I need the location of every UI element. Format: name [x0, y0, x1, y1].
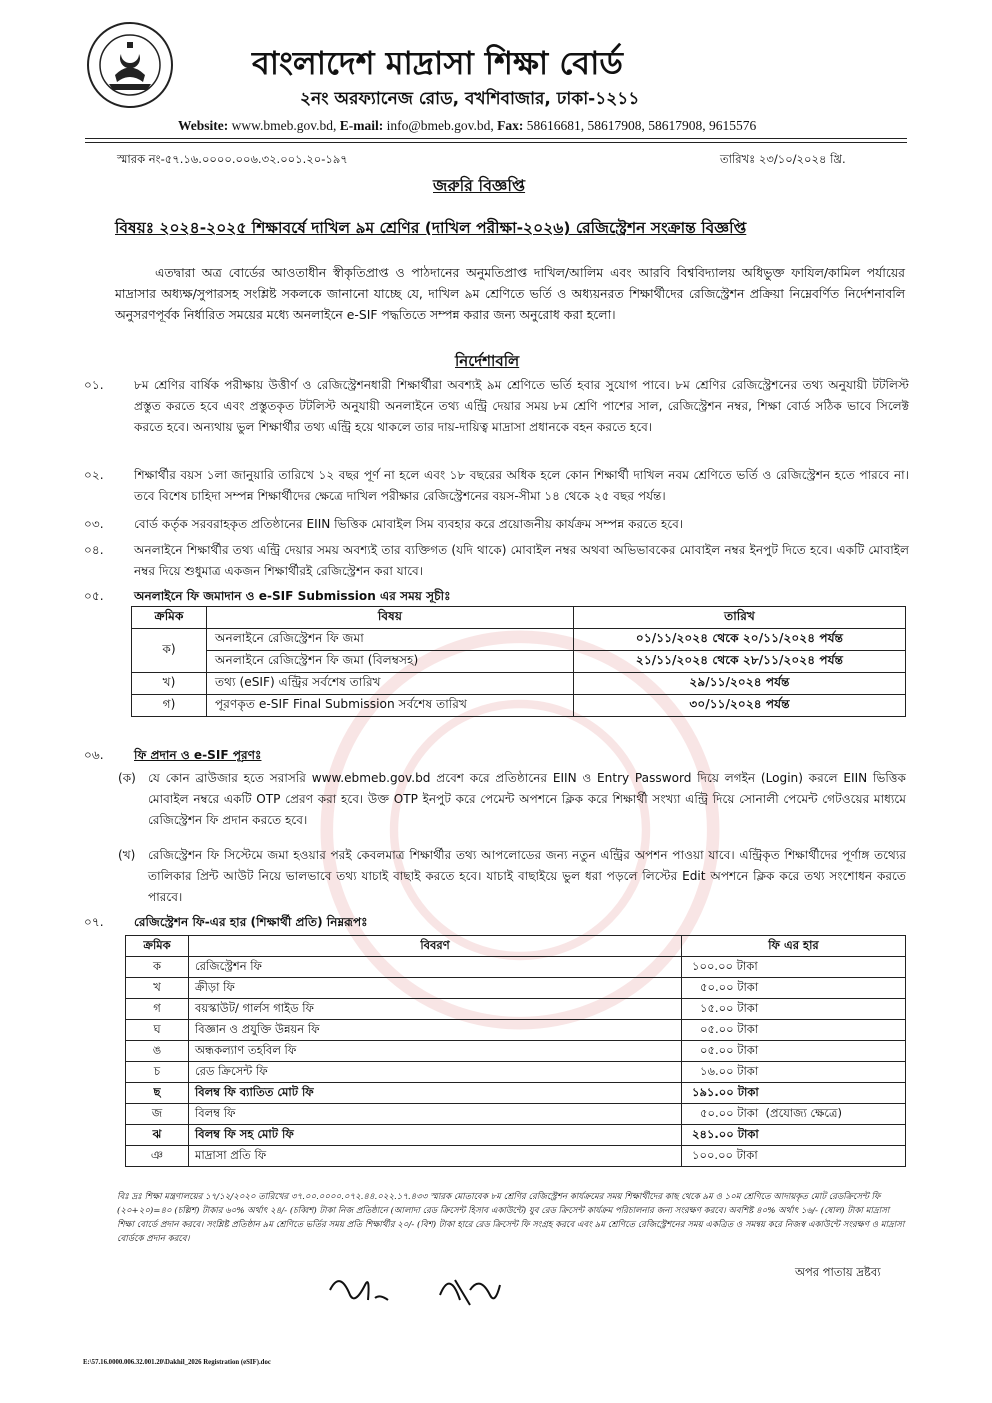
table-header-row [132, 607, 906, 629]
fee-amount: ১৫.০০ টাকা [700, 1000, 759, 1015]
instructions-heading: নির্দেশাবলি [455, 352, 520, 370]
fee-amount-cell [682, 978, 906, 999]
row-date: ২১/১১/২০২৪ থেকে ২৮/১১/২০২৪ পর্যন্ত [574, 651, 906, 673]
fee-serial: ঞ [126, 1146, 189, 1167]
fee-amount: ১০০.০০ টাকা [692, 958, 758, 973]
fax-numbers: 58616681, 58617908, 58617908, 9615576 [526, 118, 757, 133]
fee-amount: ১৯১.০০ টাকা [692, 1084, 759, 1099]
fee-amount: ৫০.০০ টাকা [700, 1105, 759, 1120]
item-number: ০১. [84, 378, 104, 392]
table-row [126, 957, 906, 978]
item-number: ০৩. [84, 517, 104, 531]
fee-amount-cell [682, 1041, 906, 1062]
fee-desc: মাদ্রাসা প্রতি ফি [189, 1146, 682, 1167]
fee-desc: রেড ক্রিসেন্ট ফি [189, 1062, 682, 1083]
urgent-notice-heading: জরুরি বিজ্ঞপ্তি [433, 176, 526, 195]
fee-step-a [118, 768, 906, 831]
fee-amount: ১৬.০০ টাকা [700, 1063, 759, 1078]
instruction-item-1 [84, 375, 909, 438]
header-rule-2 [85, 142, 907, 143]
col-date: তারিখ [574, 607, 906, 629]
fee-amount: ০৫.০০ টাকা [700, 1021, 759, 1036]
table-row [132, 651, 906, 673]
fee-serial: চ [126, 1062, 189, 1083]
item-number: ০৬. [84, 748, 104, 762]
step-label: (ক) [118, 771, 136, 785]
row-date: ২৯/১১/২০২৪ পর্যন্ত [574, 673, 906, 695]
memo-number: স্মারক নং-৫৭.১৬.০০০০.০০৬.৩২.০০১.২০-১৯৭ [117, 152, 348, 166]
row-serial: খ) [132, 673, 207, 695]
item-text: ৮ম শ্রেণির বার্ষিক পরীক্ষায় উত্তীর্ণ ও রেজিস্ট্রেশনধারী শিক্ষার্থীরা অবশ্যই ৯ম শ্রেণিতে ভর্তি হবার সুযোগ পাবে। ৮ম শ্রেণির রেজিস্ট্রেশনের তথ্য অনুযায়ী টটলিস্ট প্রস্তুত করতে হবে এবং প্রস্তুতকৃত টটলিস্ট অনুযায়ী অনলাইনে তথ্য এন্ট্রি দেয়ার সময় ৮ম শ্রেণি পাশের সাল, রেজিস্ট্রেশন নম্বর, শিক্ষা বোর্ড সঠিক ভাবে সিলেক্ট করতে হবে। অন্যথায় ভুল শিক্ষার্থীর তথ্য এন্ট্রি হয়ে থাকলে তার দায়-দায়িত্ব মাদ্রাসা প্রধানকে বহন করতে হবে। [134, 378, 909, 434]
table-row [126, 1146, 906, 1167]
fee-desc: বিজ্ঞান ও প্রযুক্তি উন্নয়ন ফি [189, 1020, 682, 1041]
fee-serial: ছ [126, 1083, 189, 1104]
notice-date: তারিখঃ ২৩/১০/২০২৪ খ্রি. [720, 152, 846, 166]
item-text: শিক্ষার্থীর বয়স ১লা জানুয়ারি তারিখে ১২ বছর পূর্ণ না হলে এবং ১৮ বছরের অধিক হলে কোন শিক্ষার্থী দাখিল নবম শ্রেণিতে ভর্তি ও রেজিস্ট্রেশন হতে পারবে না। তবে বিশেষ চাহিদা সম্পন্ন শিক্ষার্থীদের ক্ষেত্রে দাখিল পরীক্ষার রেজিস্ট্রেশনের বয়স-সীমা ১৪ থেকে ২৫ বছর পর্যন্ত। [134, 468, 909, 503]
row-subject: অনলাইনে রেজিস্ট্রেশন ফি জমা [207, 629, 574, 651]
contact-line [178, 118, 756, 134]
fee-desc: বিলম্ব ফি সহ মোট ফি [189, 1125, 682, 1146]
fee-serial: ঘ [126, 1020, 189, 1041]
fee-amount-cell [682, 1020, 906, 1041]
item-text: অনলাইনে ফি জমাদান ও e-SIF Submission এর সময় সূচীঃ [134, 589, 451, 603]
board-title: বাংলাদেশ মাদ্রাসা শিক্ষা বোর্ড [252, 44, 623, 82]
instruction-item-7 [84, 912, 909, 933]
row-subject: তথ্য (eSIF) এন্ট্রির সর্বশেষ তারিখ [207, 673, 574, 695]
table-row [132, 695, 906, 717]
fee-amount-cell [682, 1083, 906, 1104]
footnote: বিঃ দ্রঃ শিক্ষা মন্ত্রণালয়ের ১৭/১২/২০২০ তারিখের ৩৭.০০.০০০০.০৭২.৪৪.০২২.১৭.৪৩৩ স্মারক মোতাবেক ৮ম শ্রেণির রেজিস্ট্রেশন কার্যক্রমের সময় শিক্ষার্থীদের কাছ থেকে ৯ম ও ১০ম শ্রেণিতে আদায়কৃত মোট রেডক্রিসেন্ট ফি (২০+২০)=৪০ (চল্লিশ) টাকার ৬০% অর্থাৎ ২৪/- (চব্বিশ) টাকা নিজ প্রতিষ্ঠানে (আলাদা রেড ক্রিসেন্ট হিসাব একাউন্টে) যুব রেড ক্রিসেন্ট কার্যক্রম পরিচালনার জন্য সংরক্ষণ করবে। অবশিষ্ট ৪০% অর্থাৎ ১৬/- (ষোল) টাকা মাদ্রাসা শিক্ষা বোর্ডে প্রদান করবে। সংশ্লিষ্ট প্রতিষ্ঠান ৯ম শ্রেণিতে ভর্তির সময় প্রতি শিক্ষার্থীর ২০/- (বিশ) টাকা হারে রেড ক্রিসেন্ট ফি সংগ্রহ করবে এবং ৯ম শ্রেণিতে রেজিস্ট্রেশনের সময় একত্রিত ও সমন্বয় করে নিজস্ব একাউন্টে সংরক্ষণ ও মাদ্রাসা বোর্ডকে প্রদান করবে। [117, 1192, 905, 1244]
col-subject: বিষয় [207, 607, 574, 629]
item-number: ০৭. [84, 915, 104, 929]
fee-serial: ক [126, 957, 189, 978]
schedule-table [131, 606, 906, 717]
table-row [126, 1125, 906, 1146]
fee-amount: ২৪১.০০ টাকা [692, 1126, 759, 1141]
instruction-item-6 [84, 745, 909, 766]
fee-serial: জ [126, 1104, 189, 1125]
fee-amount-cell [682, 1062, 906, 1083]
item-text: ফি প্রদান ও e-SIF পূরণঃ [134, 748, 262, 762]
fee-serial: খ [126, 978, 189, 999]
board-address: ২নং অরফ্যানেজ রোড, বখশিবাজার, ঢাকা-১২১১ [300, 89, 640, 109]
row-subject: অনলাইনে রেজিস্ট্রেশন ফি জমা (বিলম্বসহ) [207, 651, 574, 673]
fee-desc: অন্ধকল্যাণ তহবিল ফি [189, 1041, 682, 1062]
fee-serial: ঙ [126, 1041, 189, 1062]
fax-label: Fax: [497, 118, 524, 133]
item-number: ০৫. [84, 589, 104, 603]
col-description: বিবরণ [189, 936, 682, 957]
item-text: বোর্ড কর্তৃক সরবরাহকৃত প্রতিষ্ঠানের EIIN ভিত্তিক মোবাইল সিম ব্যবহার করে প্রয়োজনীয় কার্যক্রম সম্পন্ন করতে হবে। [134, 517, 684, 531]
fee-desc: বয়স্কাউট/ গার্লস গাইড ফি [189, 999, 682, 1020]
email-label: E-mail: [339, 118, 384, 133]
table-row [126, 1020, 906, 1041]
row-serial: গ) [132, 695, 207, 717]
continued-note: অপর পাতায় দ্রষ্টব্য [795, 1265, 881, 1279]
fee-step-b [118, 845, 906, 908]
item-number: ০৪. [84, 543, 104, 557]
table-row [126, 1104, 906, 1125]
fee-serial: গ [126, 999, 189, 1020]
fee-serial: ঝ [126, 1125, 189, 1146]
fee-desc: রেজিস্ট্রেশন ফি [189, 957, 682, 978]
fee-amount: ০৫.০০ টাকা [700, 1042, 759, 1057]
fee-table [125, 935, 906, 1167]
fee-desc: বিলম্ব ফি ব্যাতিত মোট ফি [189, 1083, 682, 1104]
header-rule [85, 138, 907, 139]
fee-amount-cell [682, 1146, 906, 1167]
col-amount: ফি এর হার [682, 936, 906, 957]
fee-amount: ১০০.০০ টাকা [692, 1147, 758, 1162]
col-serial: ক্রমিক [126, 936, 189, 957]
file-path: E:\57.16.0000.006.32.001.20\Dakhil_2026 Registration (eSIF).doc [83, 1359, 271, 1366]
table-row [126, 999, 906, 1020]
signatures [320, 1260, 570, 1320]
fee-amount: ৫০.০০ টাকা [700, 979, 759, 994]
row-date: ৩০/১১/২০২৪ পর্যন্ত [574, 695, 906, 717]
website-link[interactable]: www.bmeb.gov.bd, [231, 118, 337, 133]
instruction-item-3 [84, 514, 909, 535]
table-row [132, 629, 906, 651]
instruction-item-4 [84, 540, 909, 582]
item-number: ০২. [84, 468, 104, 482]
item-text: রেজিস্ট্রেশন ফি-এর হার (শিক্ষার্থী প্রতি) নিম্নরূপঃ [134, 915, 368, 929]
step-text: রেজিস্ট্রেশন ফি সিস্টেমে জমা হওয়ার পরই কেবলমাত্র শিক্ষার্থীর তথ্য আপলোডের জন্য নতুন এন্ট্রির অপশন পাওয়া যাবে। এন্ট্রিকৃত শিক্ষার্থীদের পূর্ণাঙ্গ তথ্যের তালিকার প্রিন্ট আউট নিয়ে ভালভাবে তথ্য যাচাই বাছাই করতে হবে। যাচাই বাছাইয়ে ভুল ধরা পড়লে লিস্টের Edit অপশনে ক্লিক করে তথ্য সংশোধন করতে পারবে। [148, 848, 906, 904]
table-row [132, 673, 906, 695]
step-text: যে কোন ব্রাউজার হতে সরাসরি www.ebmeb.gov.bd প্রবেশ করে প্রতিষ্ঠানের EIIN ও Entry Password দিয়ে লগইন (Login) করলে EIIN ভিত্তিক মোবাইল নম্বরে একটি OTP প্রেরণ করা হবে। উক্ত OTP ইনপুট করে পেমেন্ট অপশনে ক্লিক করে শিক্ষার্থী সংখ্যা এন্ট্রি দিয়ে সোনালী পেমেন্ট গেটওয়ের মাধ্যমে রেজিস্ট্রেশন ফি প্রদান করতে হবে। [148, 771, 906, 827]
fee-amount-cell [682, 999, 906, 1020]
fee-desc: বিলম্ব ফি [189, 1104, 682, 1125]
fee-note: (প্রযোজ্য ক্ষেত্রে) [765, 1105, 842, 1120]
table-row [126, 978, 906, 999]
item-text: অনলাইনে শিক্ষার্থীর তথ্য এন্ট্রি দেয়ার সময় অবশ্যই তার ব্যক্তিগত (যদি থাকে) মোবাইল নম্বর অথবা অভিভাবকের মোবাইল নম্বর ইনপুট দিতে হবে। একটি মোবাইল নম্বর দিয়ে শুধুমাত্র একজন শিক্ষার্থীরই রেজিস্ট্রেশন করা যাবে। [134, 543, 909, 578]
fee-amount-cell [682, 1104, 906, 1125]
row-serial: ক) [132, 629, 207, 673]
step-label: (খ) [118, 848, 136, 862]
col-serial: ক্রমিক [132, 607, 207, 629]
email-link[interactable]: info@bmeb.gov.bd, [386, 118, 494, 133]
table-row [126, 1062, 906, 1083]
row-subject: পূরণকৃত e-SIF Final Submission সর্বশেষ তারিখ [207, 695, 574, 717]
row-date: ০১/১১/২০২৪ থেকে ২০/১১/২০২৪ পর্যন্ত [574, 629, 906, 651]
table-header-row [126, 936, 906, 957]
intro-paragraph: এতদ্বারা অত্র বোর্ডের আওতাধীন স্বীকৃতিপ্রাপ্ত ও পাঠদানের অনুমতিপ্রাপ্ত দাখিল/আলিম এবং আরবি বিশ্ববিদ্যালয় অধিভুক্ত ফাযিল/কামিল পর্যায়ের মাদ্রাসার অধ্যক্ষ/সুপারসহ সংশ্লিষ্ট সকলকে জানানো যাচ্ছে যে, দাখিল ৯ম শ্রেণিতে ভর্তি ও অধ্যয়নরত শিক্ষার্থীদের রেজিস্ট্রেশন প্রক্রিয়া নিম্নেবর্ণিত নির্দেশনাবলি অনুসরণপূর্বক নির্ধারিত সময়ের মধ্যে অনলাইনে e-SIF পদ্ধতিতে সম্পন্ন করার জন্য অনুরোধ করা হলো। [115, 265, 905, 322]
fee-amount-cell [682, 1125, 906, 1146]
website-label: Website: [178, 118, 229, 133]
board-seal-logo [85, 20, 175, 130]
table-row [126, 1083, 906, 1104]
fee-desc: ক্রীড়া ফি [189, 978, 682, 999]
fee-amount-cell [682, 957, 906, 978]
table-row [126, 1041, 906, 1062]
instruction-item-2 [84, 465, 909, 507]
notice-subject: বিষয়ঃ ২০২৪-২০২৫ শিক্ষাবর্ষে দাখিল ৯ম শ্রেণির (দাখিল পরীক্ষা-২০২৬) রেজিস্ট্রেশন সংক্রান্ত বিজ্ঞপ্তি [115, 219, 747, 237]
instruction-item-5 [84, 586, 909, 607]
